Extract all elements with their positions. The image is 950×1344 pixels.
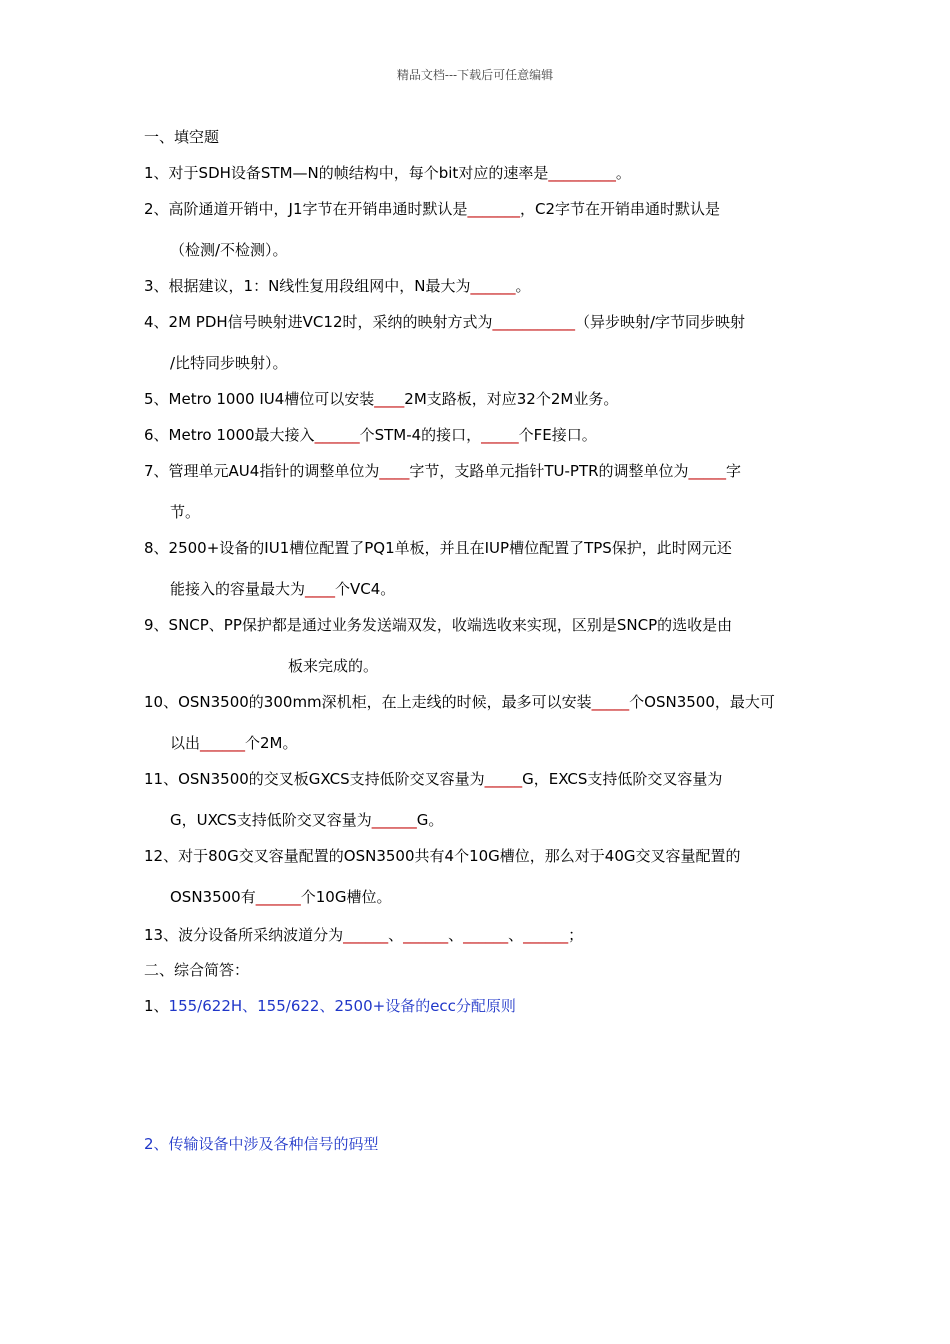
question-8-continued: 能接入的容量最大为____个VC4。 [170, 580, 396, 598]
answer-blank[interactable]: _____ [591, 693, 630, 711]
short-answer-question-2: 2、传输设备中涉及各种信号的码型 [144, 1135, 379, 1153]
question-12: 12、对于80G交叉容量配置的OSN3500共有4个10G槽位，那么对于40G交叉容量配置的 [144, 847, 741, 865]
question-5: 5、Metro 1000 IU4槽位可以安装____2M支路板，对应32个2M业务。 [144, 390, 619, 408]
question-2: 2、高阶通道开销中，J1字节在开销串通时默认是_______，C2字节在开销串通时默认是 [144, 200, 721, 218]
answer-blank[interactable]: ____ [374, 390, 405, 408]
answer-blank[interactable]: ___________ [492, 313, 575, 331]
section-title-fill-blank: 一、填空题 [144, 128, 220, 146]
question-9-continued: 板来完成的。 [288, 657, 379, 675]
answer-blank[interactable]: ______ [255, 888, 301, 906]
answer-blank[interactable]: ______ [314, 426, 360, 444]
answer-blank[interactable]: _______ [467, 200, 521, 218]
answer-blank[interactable]: _____ [481, 426, 519, 444]
answer-blank[interactable]: ______ [470, 277, 516, 295]
question-4-continued: /比特同步映射）。 [170, 354, 288, 372]
question-2-continued: （检测/不检测）。 [170, 241, 288, 259]
answer-blank[interactable]: ____ [379, 462, 410, 480]
question-9: 9、SNCP、PP保护都是通过业务发送端双发，收端选收来实现，区别是SNCP的选收是由 [144, 616, 733, 634]
question-3: 3、根据建议，1：N线性复用段组网中，N最大为______。 [144, 277, 531, 295]
question-8: 8、2500+设备的IU1槽位配置了PQ1单板，并且在IUP槽位配置了TPS保护，此时网元还 [144, 539, 732, 557]
question-1: 1、对于SDH设备STM—N的帧结构中，每个bit对应的速率是_________。 [144, 164, 631, 182]
question-4: 4、2M PDH信号映射进VC12时，采纳的映射方式为___________（异步映射/字节同步映射 [144, 313, 746, 331]
question-12-continued: OSN3500有______个10G槽位。 [170, 888, 392, 906]
answer-blank[interactable]: _____ [484, 770, 523, 788]
question-10-continued: 以出______个2M。 [170, 734, 298, 752]
answer-blank[interactable]: ______ [371, 811, 417, 829]
answer-blank[interactable]: _____ [688, 462, 727, 480]
answer-blank[interactable]: ______ [523, 926, 569, 944]
section-title-short-answer: 二、综合简答： [144, 961, 250, 979]
question-7: 7、管理单元AU4指针的调整单位为____字节，支路单元指针TU-PTR的调整单位为_____字 [144, 462, 742, 480]
answer-blank[interactable]: _________ [548, 164, 616, 182]
question-13: 13、波分设备所采纳波道分为______、______、______、______； [144, 926, 584, 944]
answer-blank[interactable]: ____ [305, 580, 336, 598]
short-answer-question-1: 1、155/622H、155/622、2500+设备的ecc分配原则 [144, 997, 516, 1015]
answer-blank[interactable]: ______ [343, 926, 389, 944]
answer-blank[interactable]: ______ [200, 734, 246, 752]
question-6: 6、Metro 1000最大接入______个STM-4的接口，_____个FE接口。 [144, 426, 597, 444]
question-7-continued: 节。 [170, 503, 201, 521]
question-10: 10、OSN3500的300mm深机柜，在上走线的时候，最多可以安装_____个OSN3500，最大可 [144, 693, 775, 711]
answer-blank[interactable]: ______ [463, 926, 509, 944]
page-header: 精品文档---下载后可任意编辑 [396, 68, 554, 82]
question-11-continued: G，UXCS支持低阶交叉容量为______G。 [170, 811, 444, 829]
answer-blank[interactable]: ______ [403, 926, 449, 944]
question-11: 11、OSN3500的交叉板GXCS支持低阶交叉容量为_____G，EXCS支持低阶交叉容量为 [144, 770, 723, 788]
